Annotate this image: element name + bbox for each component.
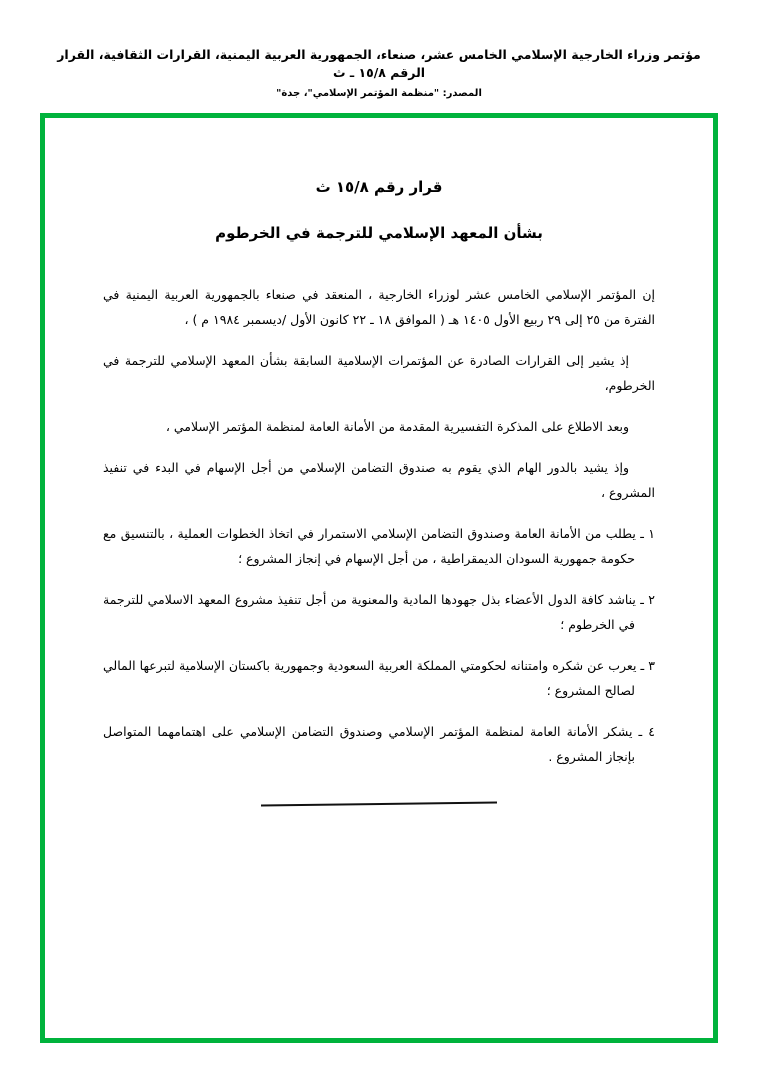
clause-item-2: ٢ ـ يناشد كافة الدول الأعضاء بذل جهودها المادية والمعنوية من أجل تنفيذ مشروع المعهد الاسلامي للترجمة في الخرطوم ؛ [103,592,655,632]
preamble-paragraph-1: إن المؤتمر الإسلامي الخامس عشر لوزراء الخارجية ، المنعقد في صنعاء بالجمهورية العربية اليمنية في الفترة من ٢٥ إلى ٢٩ ربيع الأول ١٤٠٥ هـ ( الموافق ١٨ ـ ٢٢ كانون الأول /ديسمبر ١٩٨٤ م ) ، [103,287,655,327]
document-body [45,118,713,805]
clause-item-1: ١ ـ يطلب من الأمانة العامة وصندوق التضامن الإسلامي الاستمرار في اتخاذ الخطوات العملية ، بالتنسيق مع حكومة جمهورية السودان الديمقراطية ، من أجل الإسهام في إنجاز المشروع ؛ [103,526,655,566]
resolution-title: بشأن المعهد الإسلامي للترجمة في الخرطوم [215,224,543,242]
green-border-frame [40,113,718,1043]
header-source-note: المصدر: "منظمة المؤتمر الإسلامي"، جدة" [276,88,482,99]
closing-rule-container [103,803,655,805]
preamble-paragraph-2: إذ يشير إلى القرارات الصادرة عن المؤتمرات الإسلامية السابقة بشأن المعهد الإسلامي للترجمة في الخرطوم، [103,353,655,393]
header-conference-title: مؤتمر وزراء الخارجية الإسلامي الخامس عشر، صنعاء، الجمهورية العربية اليمنية، القرارات الثقافية، القرار الرقم ١٥/٨ ـ ث [57,47,701,80]
clause-item-4: ٤ ـ يشكر الأمانة العامة لمنظمة المؤتمر الإسلامي وصندوق التضامن الإسلامي على اهتمامهما المتواصل بإنجاز المشروع . [103,724,655,764]
resolution-text [103,282,655,769]
preamble-paragraph-4: وإذ يشيد بالدور الهام الذي يقوم به صندوق التضامن الإسلامي من أجل الإسهام في البدء في تنفيذ المشروع ، [103,460,655,500]
document-header [0,0,758,99]
resolution-number: قرار رقم ١٥/٨ ث [315,178,443,196]
clause-item-3: ٣ ـ يعرب عن شكره وامتنانه لحكومتي المملكة العربية السعودية وجمهورية باكستان الإسلامية لتبرعها المالي لصالح المشروع ؛ [103,658,655,698]
closing-horizontal-rule [261,802,497,807]
preamble-paragraph-3: وبعد الاطلاع على المذكرة التفسيرية المقدمة من الأمانة العامة لمنظمة المؤتمر الإسلامي ، [165,419,629,434]
